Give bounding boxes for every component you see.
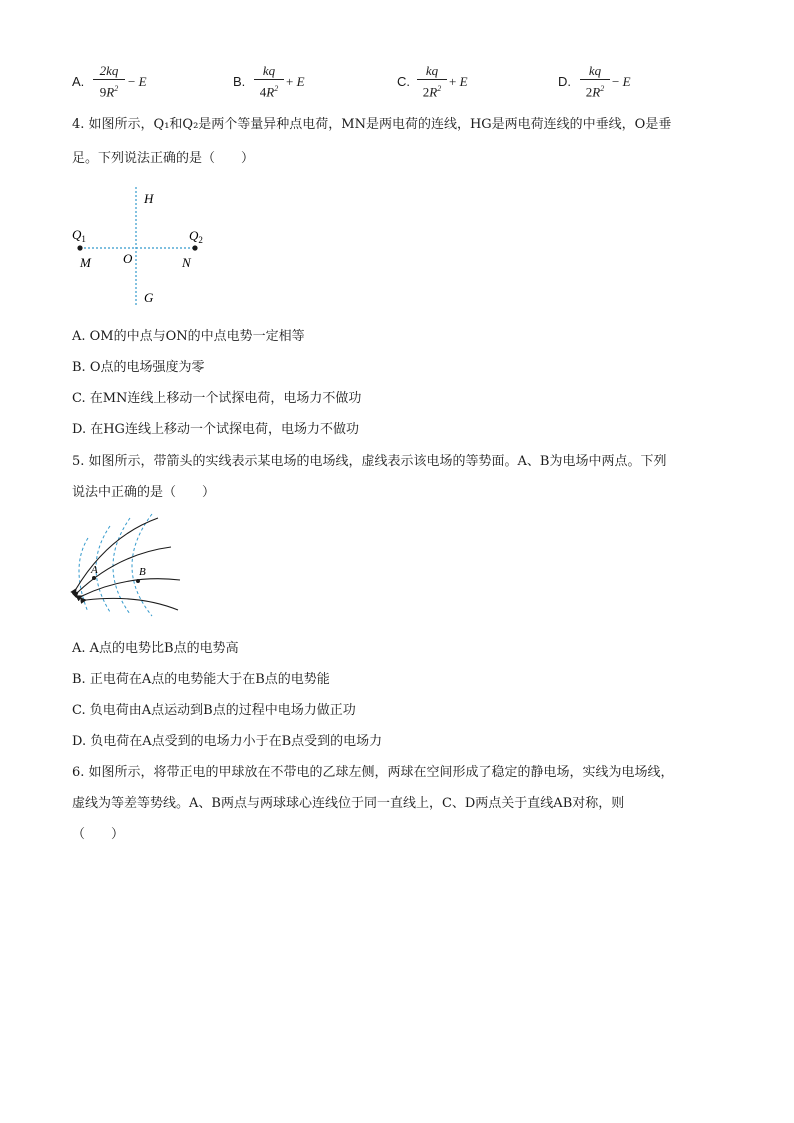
equipotential-3 [113, 518, 130, 614]
option-c-label: C. [397, 74, 410, 89]
charge-q1-dot [77, 245, 82, 250]
q5-option-c: C. 负电荷由A点运动到B点的过程中电场力做正功 [72, 703, 356, 718]
option-b-numerator: kq [262, 63, 276, 78]
option-b-den-coef: 4 [259, 84, 267, 100]
option-a-label: A. [72, 74, 85, 89]
q5-stem-line2: 说法中正确的是（ ） [72, 485, 216, 500]
option-a-den-coef: 9 [99, 84, 107, 100]
option-a-tail: − E [128, 74, 147, 89]
option-a-den-var: R [106, 84, 115, 100]
option-d-numerator: kq [588, 63, 602, 78]
q6-stem-line3: （ ） [72, 827, 125, 842]
label-h: H [144, 191, 154, 206]
field-line-3 [82, 579, 180, 596]
label-a: A [91, 564, 98, 576]
q4-stem-line1: 4. 如图所示，Q₁和Q₂是两个等量异种点电荷，MN是两电荷的连线，HG是两电荷连线的中垂线，O是垂 [72, 117, 672, 132]
q5-option-a: A. A点的电势比B点的电势高 [72, 641, 239, 656]
q4-option-c: C. 在MN连线上移动一个试探电荷，电场力不做功 [72, 391, 362, 406]
option-b-den-exp: 2 [274, 84, 279, 93]
option-c-fraction [417, 63, 447, 99]
q4-option-b: B. O点的电场强度为零 [72, 360, 205, 375]
point-a-dot [92, 576, 96, 580]
q4-figure [70, 185, 220, 310]
option-d-label: D. [558, 74, 571, 89]
option-a-numerator: 2kq [99, 63, 119, 78]
option-b-fraction [254, 63, 284, 99]
label-b: B [139, 566, 146, 578]
option-c-tail: + E [449, 74, 468, 89]
label-g: G [144, 290, 154, 305]
charge-q2-dot [192, 245, 197, 250]
equipotential-1 [79, 538, 88, 612]
option-b-label: B. [233, 74, 246, 89]
option-c-den-exp: 2 [437, 84, 442, 93]
option-d-den-coef: 2 [585, 84, 593, 100]
q4-stem-line2: 足。下列说法正确的是（ ） [72, 151, 255, 166]
option-c-den-coef: 2 [422, 84, 430, 100]
label-o: O [123, 251, 133, 266]
option-d-tail: − E [612, 74, 631, 89]
option-a-den-exp: 2 [114, 84, 119, 93]
option-d-den-var: R [592, 84, 601, 100]
point-b-dot [136, 579, 140, 583]
q5-option-b: B. 正电荷在A点的电势能大于在B点的电势能 [72, 672, 330, 687]
q4-option-a: A. OM的中点与ON的中点电势一定相等 [72, 329, 305, 344]
q5-figure [68, 512, 188, 617]
q6-stem-line2: 虚线为等差等势线。A、B两点与两球球心连线位于同一直线上，C、D两点关于直线AB对称，则 [72, 796, 625, 811]
option-b-den-var: R [266, 84, 275, 100]
option-b-tail: + E [286, 74, 305, 89]
option-d-fraction [580, 63, 610, 99]
label-n: N [182, 255, 191, 270]
q5-option-d: D. 负电荷在A点受到的电场力小于在B点受到的电场力 [72, 734, 383, 749]
label-m: M [80, 255, 91, 270]
label-q2: $Q_2$ [189, 228, 203, 245]
q6-stem-line1: 6. 如图所示，将带正电的甲球放在不带电的乙球左侧，两球在空间形成了稳定的静电场，实线为电场线， [72, 765, 674, 780]
label-q1: $Q_1$ [72, 227, 86, 244]
option-a-fraction [93, 63, 125, 99]
field-line-1 [76, 518, 158, 589]
option-c-numerator: kq [425, 63, 439, 78]
q5-stem-line1: 5. 如图所示，带箭头的实线表示某电场的电场线，虚线表示该电场的等势面。A、B为电场中两点。下列 [72, 454, 667, 469]
option-d-den-exp: 2 [600, 84, 605, 93]
field-line-4 [86, 598, 178, 610]
q4-option-d: D. 在HG连线上移动一个试探电荷，电场力不做功 [72, 422, 359, 437]
option-c-den-var: R [429, 84, 438, 100]
